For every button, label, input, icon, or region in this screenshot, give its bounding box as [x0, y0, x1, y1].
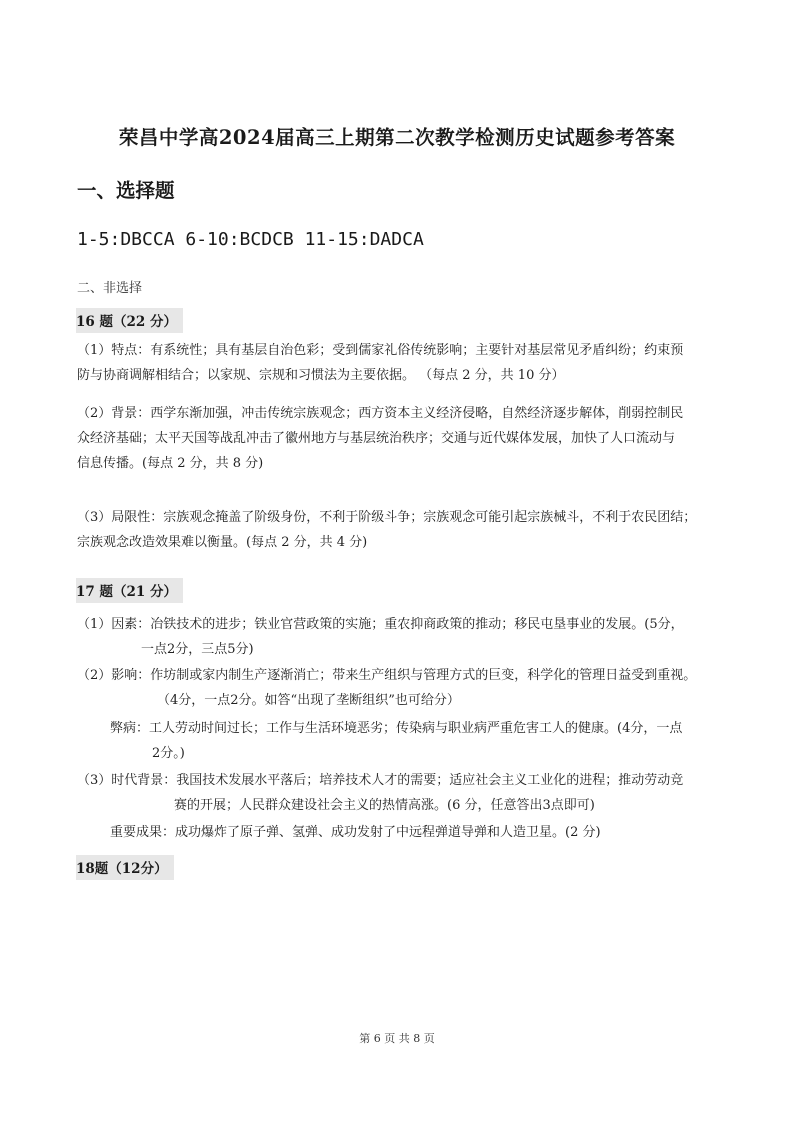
q17-part1	[77, 612, 747, 662]
section-nonchoice-heading: 二、非选择	[77, 281, 143, 296]
section-choice-heading: 一、选择题	[77, 179, 175, 202]
q17-part2-line1: （2）影响：作坊制或家内制生产逐渐消亡；带来生产组织与管理方式的巨变，科学化的管理日益受到重视。	[77, 668, 697, 683]
q16-part3-line2: 宗族观念改造效果难以衡量。(每点 2 分，共 4 分)	[77, 535, 368, 550]
page-number: 第 6 页 共 8 页	[359, 1032, 435, 1045]
choice-answers: 1-5:DBCCA 6-10:BCDCB 11-15:DADCA	[77, 229, 424, 250]
q17-part3	[77, 768, 747, 818]
q16-part2-line2: 众经济基础；太平天国等战乱冲击了徽州地方与基层统治秩序；交通与近代媒体发展，加快了人口流动与	[77, 431, 676, 446]
q17-heading: 17 题（21 分）	[76, 578, 183, 603]
q16-part3	[77, 505, 737, 555]
q16-part2-line1: （2）背景：西学东渐加强，冲击传统宗族观念；西方资本主义经济侵略，自然经济逐步解体，削弱控制民	[77, 406, 684, 421]
q17-part3-line1: （3）时代背景：我国技术发展水平落后；培养技术人才的需要；适应社会主义工业化的进程；推动劳动竞	[77, 773, 684, 788]
q17-part1-line2: 一点2分，三点5分)	[141, 642, 254, 657]
q16-part1-line2: 防与协商调解相结合；以家规、宗规和习惯法为主要依据。 （每点 2 分，共 10 分）	[77, 368, 565, 383]
q17-drawbacks-line1: 弊病：工人劳动时间过长；工作与生活环境恶劣；传染病与职业病严重危害工人的健康。(4分，一点	[110, 721, 683, 736]
q16-part1	[77, 338, 737, 388]
q17-part3-achievements: 重要成果：成功爆炸了原子弹、氢弹、成功发射了中远程弹道导弹和人造卫星。(2 分)	[110, 825, 601, 840]
q16-part1-line1: （1）特点：有系统性；具有基层自治色彩；受到儒家礼俗传统影响；主要针对基层常见矛盾纠纷；约束预	[77, 343, 684, 358]
q17-part2-line2: （4分，一点2分。如答“出现了垄断组织”也可给分）	[157, 693, 460, 708]
q17-drawbacks-line2: 2分。)	[152, 746, 185, 761]
document-title: 荣昌中学高2024届高三上期第二次教学检测历史试题参考答案	[118, 126, 676, 149]
q16-heading: 16 题（22 分）	[76, 308, 183, 333]
q16-part2	[77, 401, 737, 476]
q18-heading: 18题（12分）	[76, 855, 174, 880]
q17-part2-drawbacks	[110, 716, 750, 766]
q17-part2	[77, 663, 747, 713]
q16-part2-line3: 信息传播。(每点 2 分，共 8 分)	[77, 456, 264, 471]
q17-part1-line1: （1）因素：冶铁技术的进步；铁业官营政策的实施；重农抑商政策的推动；移民屯垦事业的发展。(5分，	[77, 617, 684, 632]
q17-part3-line2: 赛的开展；人民群众建设社会主义的热情高涨。(6 分，任意答出3点即可)	[174, 798, 595, 813]
q16-part3-line1: （3）局限性：宗族观念掩盖了阶级身份，不利于阶级斗争；宗族观念可能引起宗族械斗，不利于农民团结；	[77, 510, 697, 525]
